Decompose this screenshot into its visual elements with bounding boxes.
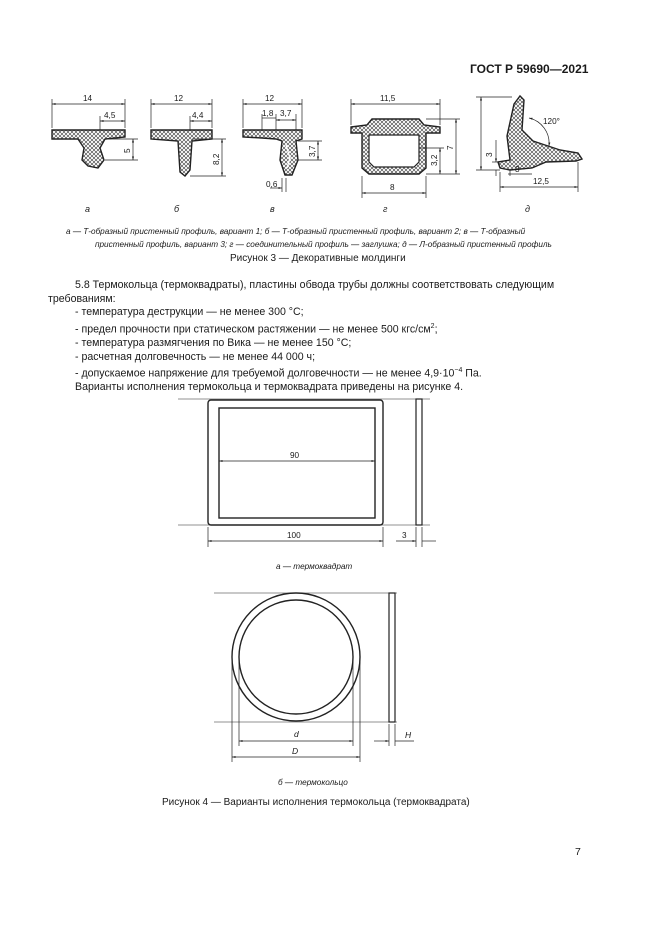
dim-ring-inner: d [294,729,299,739]
dim-ring-outer: D [292,746,299,756]
dim-d-lip: 3 [485,152,494,157]
section-5-8 [48,279,588,395]
standard-number: ГОСТ Р 59690—2021 [470,62,589,76]
label-d: д [525,204,530,214]
dim-a-height: 5 [123,148,132,153]
figure4-caption: Рисунок 4 — Варианты исполнения термокольца (термоквадрата) [162,797,470,808]
page-number: 7 [575,846,581,858]
dim-square-inner: 90 [290,451,300,460]
dim-g-width: 11,5 [380,94,396,103]
section-para-line1: 5.8 Термокольца (термоквадраты), пластины обвода трубы должны соответствовать следующим [75,279,555,291]
dim-a-stem: 4,5 [104,111,116,120]
label-a: а [85,204,91,214]
dim-v-left: 1,8 [262,109,274,118]
figure4a-label: а — термоквадрат [276,562,353,571]
list-item: - температура размягчения по Вика — не менее 150 °С; [75,336,352,349]
label-g: г [383,204,388,214]
figure4b-label: б — термокольцо [278,778,348,787]
figure3-legend-line1: а — Т-образный пристенный профиль, вариант 1; б — Т-образный пристенный профиль, вариант 2; в — Т-образный [66,227,526,236]
figure3-caption: Рисунок 3 — Декоративные молдинги [230,253,406,264]
label-b: б [174,204,180,214]
dim-d-length: 12,5 [533,177,549,186]
dim-b-height: 8,2 [212,153,221,165]
figure3-legend-line2: пристенный профиль, вариант 3; г — соединительный профиль — заглушка; д — Л-образный пристенный профиль [95,240,552,249]
dim-b-width: 12 [174,94,184,103]
list-item: - предел прочности при статическом растяжении — не менее 500 кгс/$см^2$; [75,322,438,336]
thermo-square [178,399,436,547]
dim-b-stem: 4,4 [192,111,204,120]
dim-ring-thickness: H [405,730,412,740]
profile-d [476,96,582,192]
section-para-line2: требованиям: [48,292,116,305]
list-item: - температура деструкции — не менее 300 °С; [75,306,304,319]
label-v: в [270,204,275,214]
requirements-list [48,306,588,395]
list-item: - расчетная долговечность — не менее 44 000 ч; [75,350,316,363]
dim-square-thickness: 3 [402,531,407,540]
dim-v-height: 3,7 [308,145,317,157]
dim-v-mid: 3,7 [280,109,292,118]
dim-d-foot: 3 [515,165,520,174]
thermo-ring [214,593,414,762]
dim-g-height: 7 [446,145,455,150]
dim-v-width: 12 [265,94,275,103]
profile-g [351,99,460,198]
dim-d-angle: 120° [543,117,560,126]
profile-a [52,99,138,168]
figure3-legend [66,225,596,251]
closing-sentence: Варианты исполнения термокольца и термоквадрата приведены на рисунке 4. [75,381,464,394]
dim-g-inner: 3,2 [430,154,439,166]
dim-v-gap: 0,6 [266,180,278,189]
dim-a-width: 14 [83,94,93,103]
dim-g-base: 8 [390,183,395,192]
dim-square-outer: 100 [287,531,301,540]
list-item: - допускаемое напряжение для требуемой долговечности — не менее $4,9\cdot 10^{-4}$ Па. [75,367,482,380]
